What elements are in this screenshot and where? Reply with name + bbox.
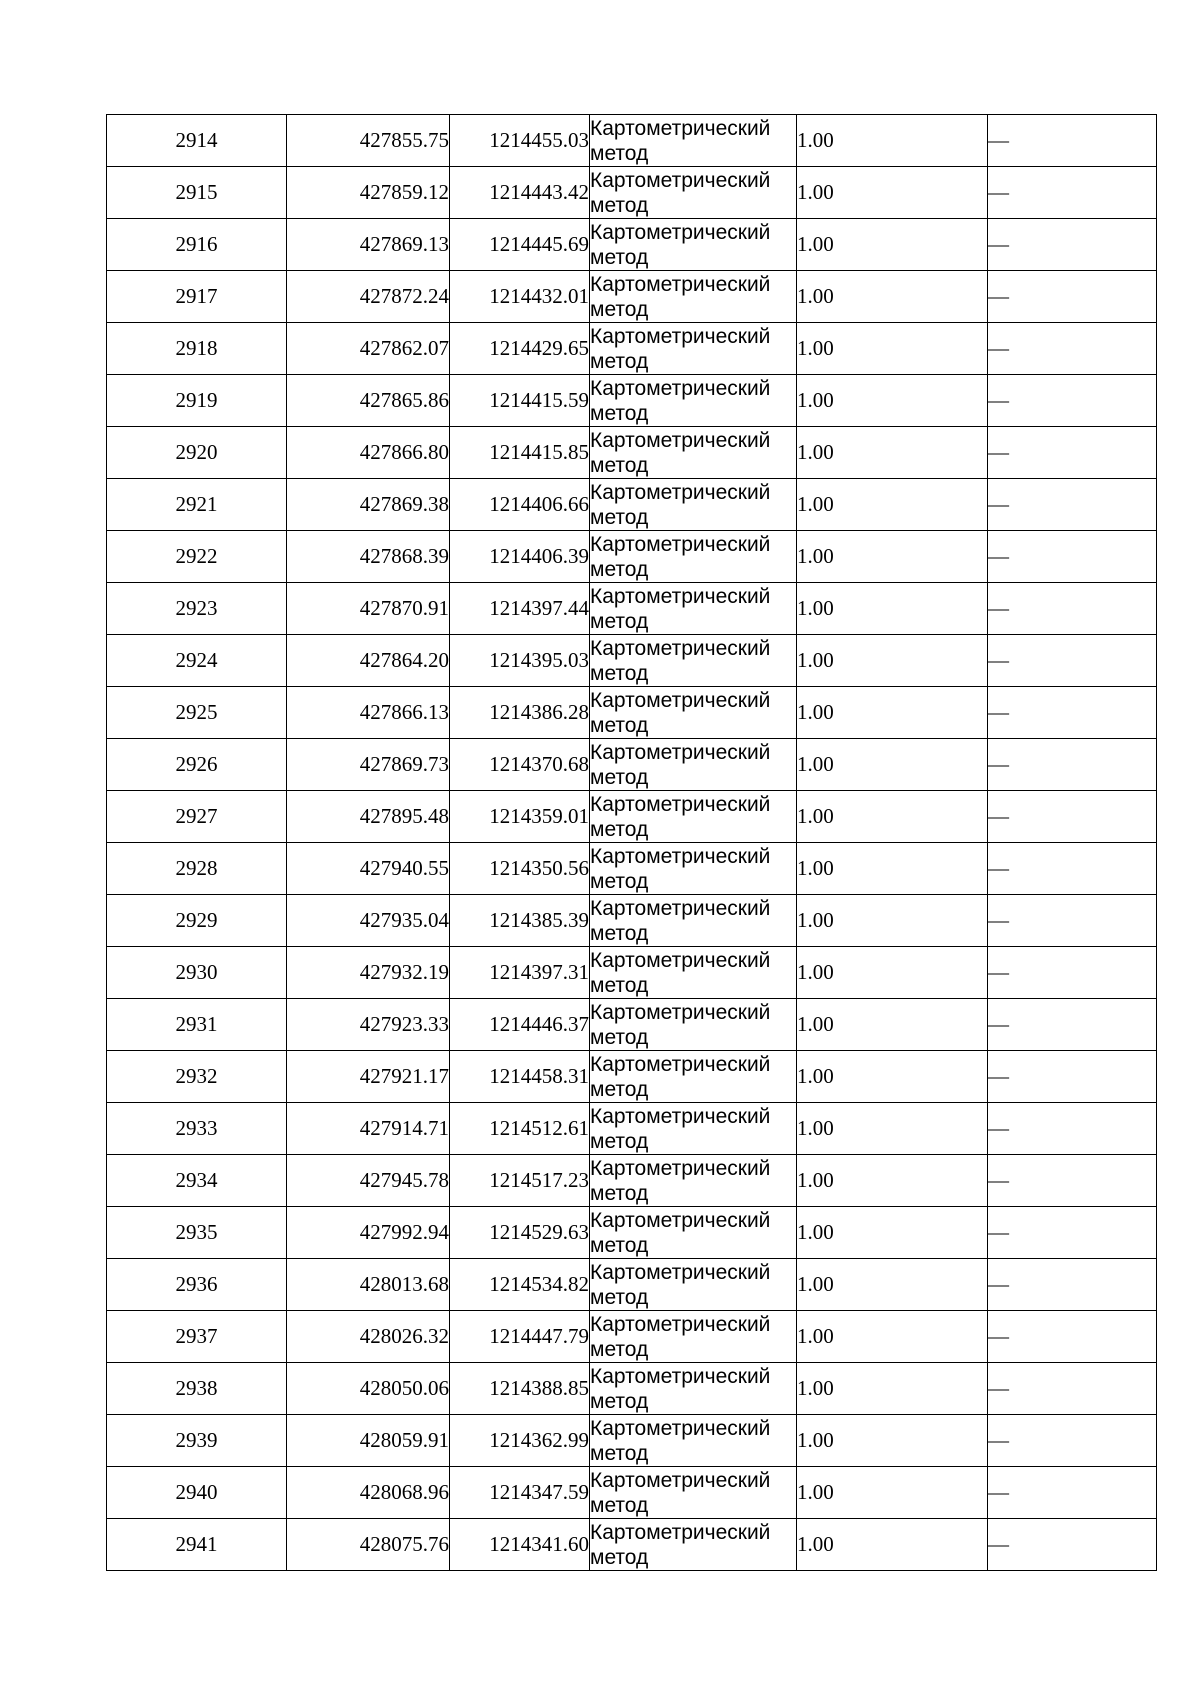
method-text-line-2: метод xyxy=(590,1285,649,1309)
method-cell xyxy=(590,531,797,583)
description-cell: — xyxy=(988,115,1157,167)
description-cell: — xyxy=(988,219,1157,271)
accuracy-cell: 1.00 xyxy=(797,1155,988,1207)
method-text-line-1: Картометрический xyxy=(590,168,771,192)
method-text-line-1: Картометрический xyxy=(590,636,771,660)
description-cell: — xyxy=(988,479,1157,531)
method-cell xyxy=(590,895,797,947)
description-cell: — xyxy=(988,1051,1157,1103)
point-number-cell: 2941 xyxy=(107,1519,287,1571)
method-cell xyxy=(590,1051,797,1103)
description-cell: — xyxy=(988,167,1157,219)
x-coordinate-cell: 427869.13 xyxy=(287,219,450,271)
method-text-line-2: метод xyxy=(590,609,649,633)
y-coordinate-cell: 1214341.60 xyxy=(450,1519,590,1571)
method-text-line-2: метод xyxy=(590,557,649,581)
method-text-line-2: метод xyxy=(590,1129,649,1153)
x-coordinate-cell: 427869.73 xyxy=(287,739,450,791)
method-text-line-1: Картометрический xyxy=(590,740,771,764)
description-cell: — xyxy=(988,895,1157,947)
y-coordinate-cell: 1214447.79 xyxy=(450,1311,590,1363)
method-text-line-1: Картометрический xyxy=(590,272,771,296)
method-text-line-2: метод xyxy=(590,1493,649,1517)
description-cell: — xyxy=(988,1259,1157,1311)
accuracy-cell: 1.00 xyxy=(797,323,988,375)
accuracy-cell: 1.00 xyxy=(797,999,988,1051)
method-text-line-2: метод xyxy=(590,1389,649,1413)
description-cell: — xyxy=(988,947,1157,999)
accuracy-cell: 1.00 xyxy=(797,635,988,687)
method-text-line-2: метод xyxy=(590,921,649,945)
point-number-cell: 2933 xyxy=(107,1103,287,1155)
method-text-line-1: Картометрический xyxy=(590,1520,771,1544)
y-coordinate-cell: 1214359.01 xyxy=(450,791,590,843)
description-cell: — xyxy=(988,427,1157,479)
method-text-line-2: метод xyxy=(590,1337,649,1361)
method-text-line-2: метод xyxy=(590,1181,649,1205)
method-text-line-1: Картометрический xyxy=(590,480,771,504)
table-row xyxy=(107,1259,1157,1311)
coordinates-table-body xyxy=(107,115,1157,1571)
x-coordinate-cell: 427940.55 xyxy=(287,843,450,895)
table-row xyxy=(107,739,1157,791)
description-cell: — xyxy=(988,687,1157,739)
method-text-line-1: Картометрический xyxy=(590,1156,771,1180)
point-number-cell: 2940 xyxy=(107,1467,287,1519)
x-coordinate-cell: 427855.75 xyxy=(287,115,450,167)
method-text-line-2: метод xyxy=(590,1077,649,1101)
point-number-cell: 2939 xyxy=(107,1415,287,1467)
y-coordinate-cell: 1214415.59 xyxy=(450,375,590,427)
table-row xyxy=(107,687,1157,739)
table-row xyxy=(107,375,1157,427)
point-number-cell: 2929 xyxy=(107,895,287,947)
accuracy-cell: 1.00 xyxy=(797,1415,988,1467)
method-cell xyxy=(590,791,797,843)
method-text-line-1: Картометрический xyxy=(590,948,771,972)
description-cell: — xyxy=(988,1415,1157,1467)
method-text-line-1: Картометрический xyxy=(590,584,771,608)
method-text-line-1: Картометрический xyxy=(590,844,771,868)
accuracy-cell: 1.00 xyxy=(797,167,988,219)
method-text-line-1: Картометрический xyxy=(590,428,771,452)
point-number-cell: 2932 xyxy=(107,1051,287,1103)
point-number-cell: 2926 xyxy=(107,739,287,791)
point-number-cell: 2922 xyxy=(107,531,287,583)
accuracy-cell: 1.00 xyxy=(797,115,988,167)
table-row xyxy=(107,1207,1157,1259)
x-coordinate-cell: 427868.39 xyxy=(287,531,450,583)
method-text-line-2: метод xyxy=(590,1233,649,1257)
point-number-cell: 2925 xyxy=(107,687,287,739)
table-row xyxy=(107,1311,1157,1363)
method-cell xyxy=(590,479,797,531)
method-text-line-2: метод xyxy=(590,245,649,269)
method-text-line-2: метод xyxy=(590,973,649,997)
x-coordinate-cell: 428050.06 xyxy=(287,1363,450,1415)
x-coordinate-cell: 427932.19 xyxy=(287,947,450,999)
point-number-cell: 2931 xyxy=(107,999,287,1051)
method-cell xyxy=(590,1155,797,1207)
point-number-cell: 2917 xyxy=(107,271,287,323)
table-row xyxy=(107,895,1157,947)
y-coordinate-cell: 1214445.69 xyxy=(450,219,590,271)
method-cell xyxy=(590,1103,797,1155)
table-row xyxy=(107,167,1157,219)
accuracy-cell: 1.00 xyxy=(797,219,988,271)
method-text-line-2: метод xyxy=(590,297,649,321)
x-coordinate-cell: 428075.76 xyxy=(287,1519,450,1571)
accuracy-cell: 1.00 xyxy=(797,1519,988,1571)
y-coordinate-cell: 1214432.01 xyxy=(450,271,590,323)
accuracy-cell: 1.00 xyxy=(797,479,988,531)
accuracy-cell: 1.00 xyxy=(797,1103,988,1155)
point-number-cell: 2924 xyxy=(107,635,287,687)
y-coordinate-cell: 1214534.82 xyxy=(450,1259,590,1311)
description-cell: — xyxy=(988,1311,1157,1363)
method-text-line-1: Картометрический xyxy=(590,376,771,400)
method-cell xyxy=(590,1519,797,1571)
x-coordinate-cell: 427914.71 xyxy=(287,1103,450,1155)
y-coordinate-cell: 1214388.85 xyxy=(450,1363,590,1415)
method-cell xyxy=(590,375,797,427)
method-text-line-1: Картометрический xyxy=(590,688,771,712)
method-cell xyxy=(590,687,797,739)
method-cell xyxy=(590,1259,797,1311)
point-number-cell: 2916 xyxy=(107,219,287,271)
point-number-cell: 2936 xyxy=(107,1259,287,1311)
table-row xyxy=(107,479,1157,531)
accuracy-cell: 1.00 xyxy=(797,895,988,947)
method-cell xyxy=(590,739,797,791)
method-text-line-1: Картометрический xyxy=(590,1260,771,1284)
x-coordinate-cell: 427945.78 xyxy=(287,1155,450,1207)
description-cell: — xyxy=(988,323,1157,375)
method-text-line-1: Картометрический xyxy=(590,1416,771,1440)
x-coordinate-cell: 427866.80 xyxy=(287,427,450,479)
point-number-cell: 2915 xyxy=(107,167,287,219)
table-row xyxy=(107,1103,1157,1155)
x-coordinate-cell: 428026.32 xyxy=(287,1311,450,1363)
description-cell: — xyxy=(988,1103,1157,1155)
point-number-cell: 2935 xyxy=(107,1207,287,1259)
x-coordinate-cell: 427923.33 xyxy=(287,999,450,1051)
y-coordinate-cell: 1214385.39 xyxy=(450,895,590,947)
y-coordinate-cell: 1214512.61 xyxy=(450,1103,590,1155)
accuracy-cell: 1.00 xyxy=(797,1259,988,1311)
x-coordinate-cell: 427935.04 xyxy=(287,895,450,947)
accuracy-cell: 1.00 xyxy=(797,1207,988,1259)
table-row xyxy=(107,323,1157,375)
method-text-line-1: Картометрический xyxy=(590,1468,771,1492)
point-number-cell: 2937 xyxy=(107,1311,287,1363)
x-coordinate-cell: 427869.38 xyxy=(287,479,450,531)
x-coordinate-cell: 428068.96 xyxy=(287,1467,450,1519)
point-number-cell: 2919 xyxy=(107,375,287,427)
description-cell: — xyxy=(988,635,1157,687)
method-cell xyxy=(590,999,797,1051)
method-text-line-1: Картометрический xyxy=(590,1364,771,1388)
y-coordinate-cell: 1214429.65 xyxy=(450,323,590,375)
x-coordinate-cell: 428059.91 xyxy=(287,1415,450,1467)
method-text-line-2: метод xyxy=(590,453,649,477)
table-row xyxy=(107,1415,1157,1467)
method-cell xyxy=(590,635,797,687)
method-cell xyxy=(590,323,797,375)
method-cell xyxy=(590,947,797,999)
method-text-line-2: метод xyxy=(590,1025,649,1049)
accuracy-cell: 1.00 xyxy=(797,427,988,479)
accuracy-cell: 1.00 xyxy=(797,1311,988,1363)
point-number-cell: 2928 xyxy=(107,843,287,895)
table-row xyxy=(107,1519,1157,1571)
x-coordinate-cell: 427992.94 xyxy=(287,1207,450,1259)
y-coordinate-cell: 1214386.28 xyxy=(450,687,590,739)
table-row xyxy=(107,531,1157,583)
description-cell: — xyxy=(988,1363,1157,1415)
description-cell: — xyxy=(988,739,1157,791)
point-number-cell: 2921 xyxy=(107,479,287,531)
method-text-line-1: Картометрический xyxy=(590,1312,771,1336)
method-text-line-1: Картометрический xyxy=(590,1000,771,1024)
description-cell: — xyxy=(988,1207,1157,1259)
y-coordinate-cell: 1214406.39 xyxy=(450,531,590,583)
method-cell xyxy=(590,583,797,635)
x-coordinate-cell: 427870.91 xyxy=(287,583,450,635)
description-cell: — xyxy=(988,1467,1157,1519)
y-coordinate-cell: 1214529.63 xyxy=(450,1207,590,1259)
y-coordinate-cell: 1214395.03 xyxy=(450,635,590,687)
table-row xyxy=(107,791,1157,843)
method-cell xyxy=(590,1363,797,1415)
description-cell: — xyxy=(988,791,1157,843)
accuracy-cell: 1.00 xyxy=(797,1467,988,1519)
method-cell xyxy=(590,115,797,167)
description-cell: — xyxy=(988,375,1157,427)
method-text-line-2: метод xyxy=(590,817,649,841)
y-coordinate-cell: 1214350.56 xyxy=(450,843,590,895)
y-coordinate-cell: 1214443.42 xyxy=(450,167,590,219)
point-number-cell: 2920 xyxy=(107,427,287,479)
y-coordinate-cell: 1214347.59 xyxy=(450,1467,590,1519)
y-coordinate-cell: 1214415.85 xyxy=(450,427,590,479)
method-text-line-1: Картометрический xyxy=(590,1208,771,1232)
method-text-line-2: метод xyxy=(590,1545,649,1569)
x-coordinate-cell: 427866.13 xyxy=(287,687,450,739)
y-coordinate-cell: 1214406.66 xyxy=(450,479,590,531)
table-row xyxy=(107,583,1157,635)
x-coordinate-cell: 427864.20 xyxy=(287,635,450,687)
method-text-line-2: метод xyxy=(590,869,649,893)
point-number-cell: 2934 xyxy=(107,1155,287,1207)
method-text-line-1: Картометрический xyxy=(590,1104,771,1128)
point-number-cell: 2914 xyxy=(107,115,287,167)
method-text-line-1: Картометрический xyxy=(590,896,771,920)
accuracy-cell: 1.00 xyxy=(797,271,988,323)
method-text-line-1: Картометрический xyxy=(590,116,771,140)
y-coordinate-cell: 1214362.99 xyxy=(450,1415,590,1467)
method-text-line-1: Картометрический xyxy=(590,220,771,244)
description-cell: — xyxy=(988,999,1157,1051)
accuracy-cell: 1.00 xyxy=(797,687,988,739)
method-cell xyxy=(590,271,797,323)
table-row xyxy=(107,947,1157,999)
method-text-line-1: Картометрический xyxy=(590,532,771,556)
method-cell xyxy=(590,219,797,271)
coordinates-table xyxy=(106,114,1157,1571)
y-coordinate-cell: 1214370.68 xyxy=(450,739,590,791)
method-cell xyxy=(590,1467,797,1519)
method-text-line-2: метод xyxy=(590,1441,649,1465)
method-cell xyxy=(590,427,797,479)
method-text-line-1: Картометрический xyxy=(590,1052,771,1076)
accuracy-cell: 1.00 xyxy=(797,791,988,843)
y-coordinate-cell: 1214446.37 xyxy=(450,999,590,1051)
method-text-line-2: метод xyxy=(590,765,649,789)
x-coordinate-cell: 427895.48 xyxy=(287,791,450,843)
accuracy-cell: 1.00 xyxy=(797,1051,988,1103)
table-row xyxy=(107,635,1157,687)
method-text-line-2: метод xyxy=(590,401,649,425)
description-cell: — xyxy=(988,1155,1157,1207)
y-coordinate-cell: 1214517.23 xyxy=(450,1155,590,1207)
accuracy-cell: 1.00 xyxy=(797,947,988,999)
point-number-cell: 2927 xyxy=(107,791,287,843)
method-text-line-2: метод xyxy=(590,505,649,529)
description-cell: — xyxy=(988,583,1157,635)
y-coordinate-cell: 1214397.44 xyxy=(450,583,590,635)
accuracy-cell: 1.00 xyxy=(797,843,988,895)
method-text-line-2: метод xyxy=(590,713,649,737)
y-coordinate-cell: 1214397.31 xyxy=(450,947,590,999)
point-number-cell: 2923 xyxy=(107,583,287,635)
table-row xyxy=(107,999,1157,1051)
method-text-line-2: метод xyxy=(590,349,649,373)
method-text-line-2: метод xyxy=(590,193,649,217)
table-row xyxy=(107,1155,1157,1207)
table-row xyxy=(107,1467,1157,1519)
method-text-line-1: Картометрический xyxy=(590,792,771,816)
x-coordinate-cell: 427872.24 xyxy=(287,271,450,323)
table-row xyxy=(107,271,1157,323)
description-cell: — xyxy=(988,531,1157,583)
point-number-cell: 2930 xyxy=(107,947,287,999)
method-cell xyxy=(590,167,797,219)
method-cell xyxy=(590,1415,797,1467)
point-number-cell: 2938 xyxy=(107,1363,287,1415)
method-cell xyxy=(590,843,797,895)
accuracy-cell: 1.00 xyxy=(797,739,988,791)
table-row xyxy=(107,843,1157,895)
table-row xyxy=(107,219,1157,271)
table-row xyxy=(107,1051,1157,1103)
point-number-cell: 2918 xyxy=(107,323,287,375)
method-text-line-2: метод xyxy=(590,661,649,685)
description-cell: — xyxy=(988,271,1157,323)
accuracy-cell: 1.00 xyxy=(797,1363,988,1415)
method-text-line-2: метод xyxy=(590,141,649,165)
method-cell xyxy=(590,1311,797,1363)
accuracy-cell: 1.00 xyxy=(797,583,988,635)
y-coordinate-cell: 1214455.03 xyxy=(450,115,590,167)
table-row xyxy=(107,427,1157,479)
accuracy-cell: 1.00 xyxy=(797,375,988,427)
description-cell: — xyxy=(988,1519,1157,1571)
x-coordinate-cell: 427862.07 xyxy=(287,323,450,375)
x-coordinate-cell: 427921.17 xyxy=(287,1051,450,1103)
x-coordinate-cell: 428013.68 xyxy=(287,1259,450,1311)
table-row xyxy=(107,115,1157,167)
table-row xyxy=(107,1363,1157,1415)
accuracy-cell: 1.00 xyxy=(797,531,988,583)
method-cell xyxy=(590,1207,797,1259)
description-cell: — xyxy=(988,843,1157,895)
x-coordinate-cell: 427865.86 xyxy=(287,375,450,427)
x-coordinate-cell: 427859.12 xyxy=(287,167,450,219)
y-coordinate-cell: 1214458.31 xyxy=(450,1051,590,1103)
method-text-line-1: Картометрический xyxy=(590,324,771,348)
